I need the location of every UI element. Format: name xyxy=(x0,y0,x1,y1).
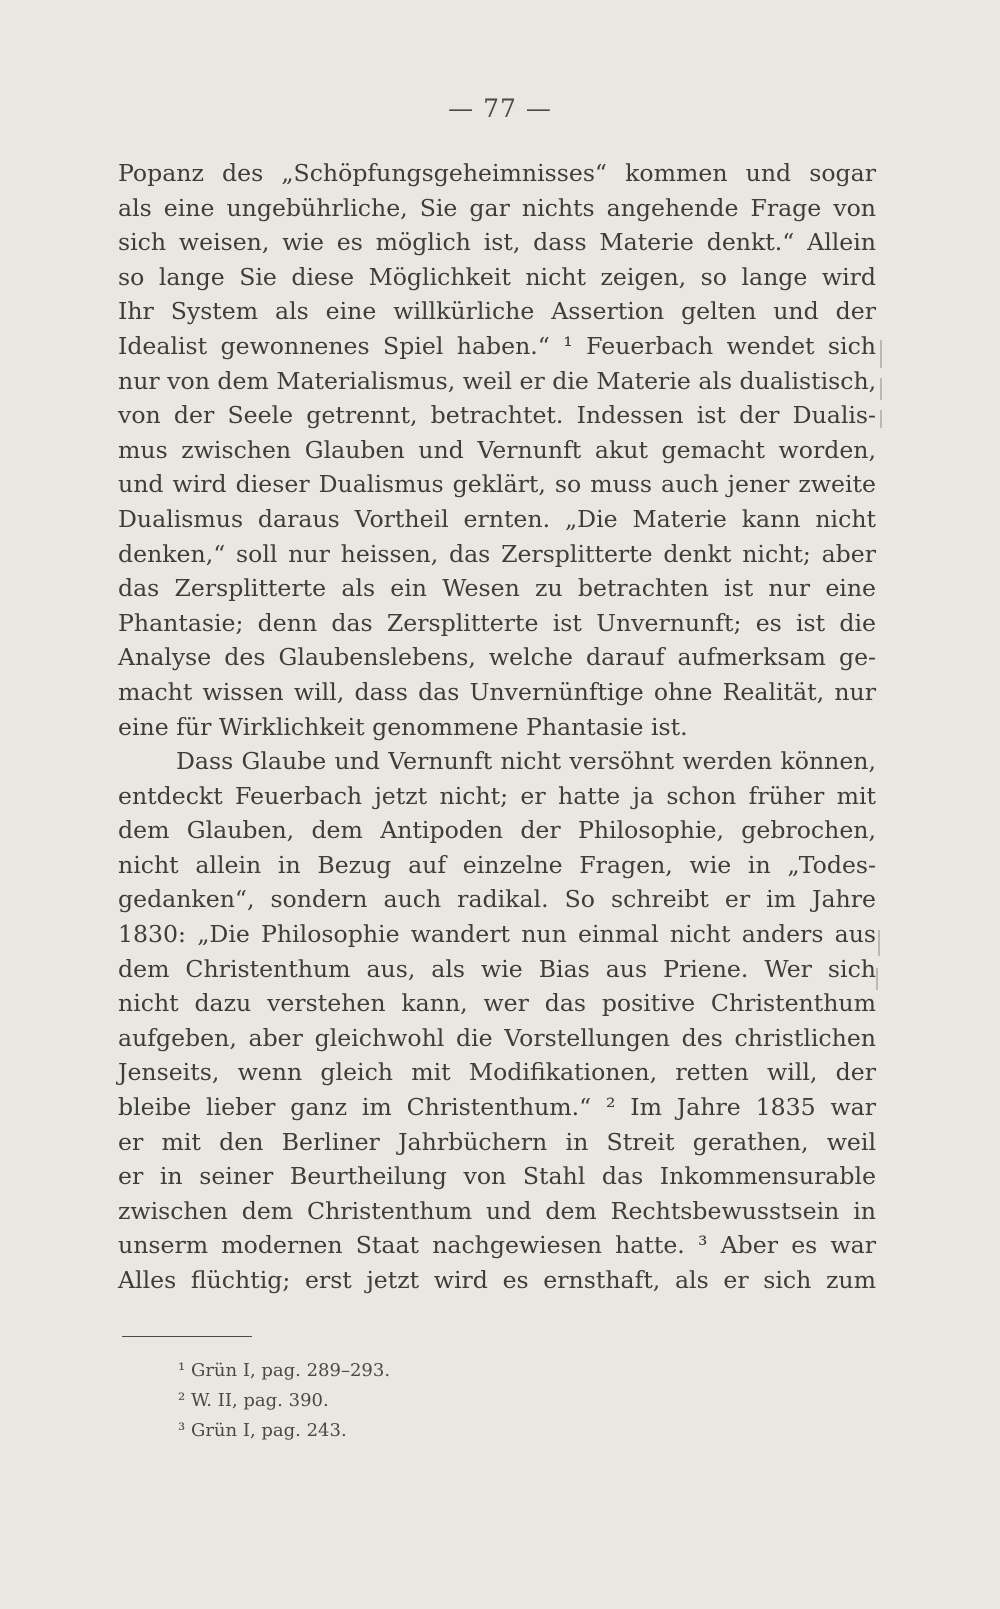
footnotes xyxy=(178,1356,390,1446)
page-number: — 77 — xyxy=(448,94,552,123)
margin-pencil-mark xyxy=(878,930,880,956)
text-line: Popanz des „Schöpfungsgeheimnisses“ kommen und sogar xyxy=(118,159,876,187)
text-line: nur von dem Materialismus, weil er die Materie als dualistisch, xyxy=(118,366,877,395)
margin-pencil-mark xyxy=(876,968,878,990)
text-line: zwischen dem Christenthum und dem Rechtsbewusstsein in xyxy=(118,1196,876,1225)
margin-pencil-mark xyxy=(880,378,882,400)
text-line: Phantasie; denn das Zersplitterte ist Unvernunft; es ist die xyxy=(118,608,876,637)
text-line: nicht allein in Bezug auf einzelne Fragen, wie in „Todes- xyxy=(118,850,876,879)
text-line: nicht dazu verstehen kann, wer das positive Christenthum xyxy=(118,989,876,1018)
text-line: aufgeben, aber gleichwohl die Vorstellungen des christlichen xyxy=(118,1023,876,1052)
text-line: Alles flüchtig; erst jetzt wird es ernsthaft, als er sich zum xyxy=(118,1266,876,1294)
text-line: das Zersplitterte als ein Wesen zu betrachten ist nur eine xyxy=(118,574,876,603)
footnote-rule xyxy=(122,1336,252,1337)
text-line: er in seiner Beurtheilung von Stahl das Inkommensurable xyxy=(118,1162,876,1191)
text-line: sich weisen, wie es möglich ist, dass Materie denkt.“ Allein xyxy=(118,228,876,257)
text-line: Analyse des Glaubenslebens, welche darauf aufmerksam ge- xyxy=(118,643,876,672)
text-line: bleibe lieber ganz im Christenthum.“ ² Im Jahre 1835 war xyxy=(118,1093,876,1122)
margin-pencil-mark xyxy=(880,410,882,428)
text-line: Dualismus daraus Vortheil ernten. „Die Materie kann nicht xyxy=(118,504,876,533)
footnote: ³ Grün I, pag. 243. xyxy=(178,1420,347,1441)
text-line: unserm modernen Staat nachgewiesen hatte. ³ Aber es war xyxy=(118,1231,876,1260)
text-line: mus zwischen Glauben und Vernunft akut gemacht worden, xyxy=(118,435,876,464)
text-line: Jenseits, wenn gleich mit Modifikationen, retten will, der xyxy=(118,1058,876,1087)
text-line: gedanken“, sondern auch radikal. So schreibt er im Jahre xyxy=(118,885,876,914)
text-line: 1830: „Die Philosophie wandert nun einmal nicht anders aus xyxy=(118,920,876,949)
text-line: dem Glauben, dem Antipoden der Philosophie, gebrochen, xyxy=(118,816,876,845)
footnote: ² W. II, pag. 390. xyxy=(178,1390,329,1411)
text-line: entdeckt Feuerbach jetzt nicht; er hatte ja schon früher mit xyxy=(118,781,876,810)
text-line: Dass Glaube und Vernunft nicht versöhnt werden können, xyxy=(176,747,876,776)
text-line: eine für Wirklichkeit genommene Phantasie ist. xyxy=(118,712,688,741)
margin-pencil-mark xyxy=(880,340,882,368)
text-line: und wird dieser Dualismus geklärt, so muss auch jener zweite xyxy=(118,470,876,499)
text-line: so lange Sie diese Möglichkeit nicht zeigen, so lange wird xyxy=(118,262,876,291)
text-line: als eine ungebührliche, Sie gar nichts angehende Frage von xyxy=(118,193,876,222)
text-line: von der Seele getrennt, betrachtet. Indessen ist der Dualis- xyxy=(118,401,876,430)
text-line: er mit den Berliner Jahrbüchern in Streit gerathen, weil xyxy=(118,1127,876,1156)
footnote: ¹ Grün I, pag. 289–293. xyxy=(178,1360,391,1381)
text-line: Idealist gewonnenes Spiel haben.“ ¹ Feuerbach wendet sich xyxy=(118,331,876,360)
text-line: Ihr System als eine willkürliche Assertion gelten und der xyxy=(118,297,876,326)
text-line: macht wissen will, dass das Unvernünftige ohne Realität, nur xyxy=(118,677,876,706)
text-line: denken,“ soll nur heissen, das Zersplitterte denkt nicht; aber xyxy=(118,539,876,568)
body-text xyxy=(118,156,876,1298)
text-line: dem Christenthum aus, als wie Bias aus Priene. Wer sich xyxy=(118,954,876,983)
